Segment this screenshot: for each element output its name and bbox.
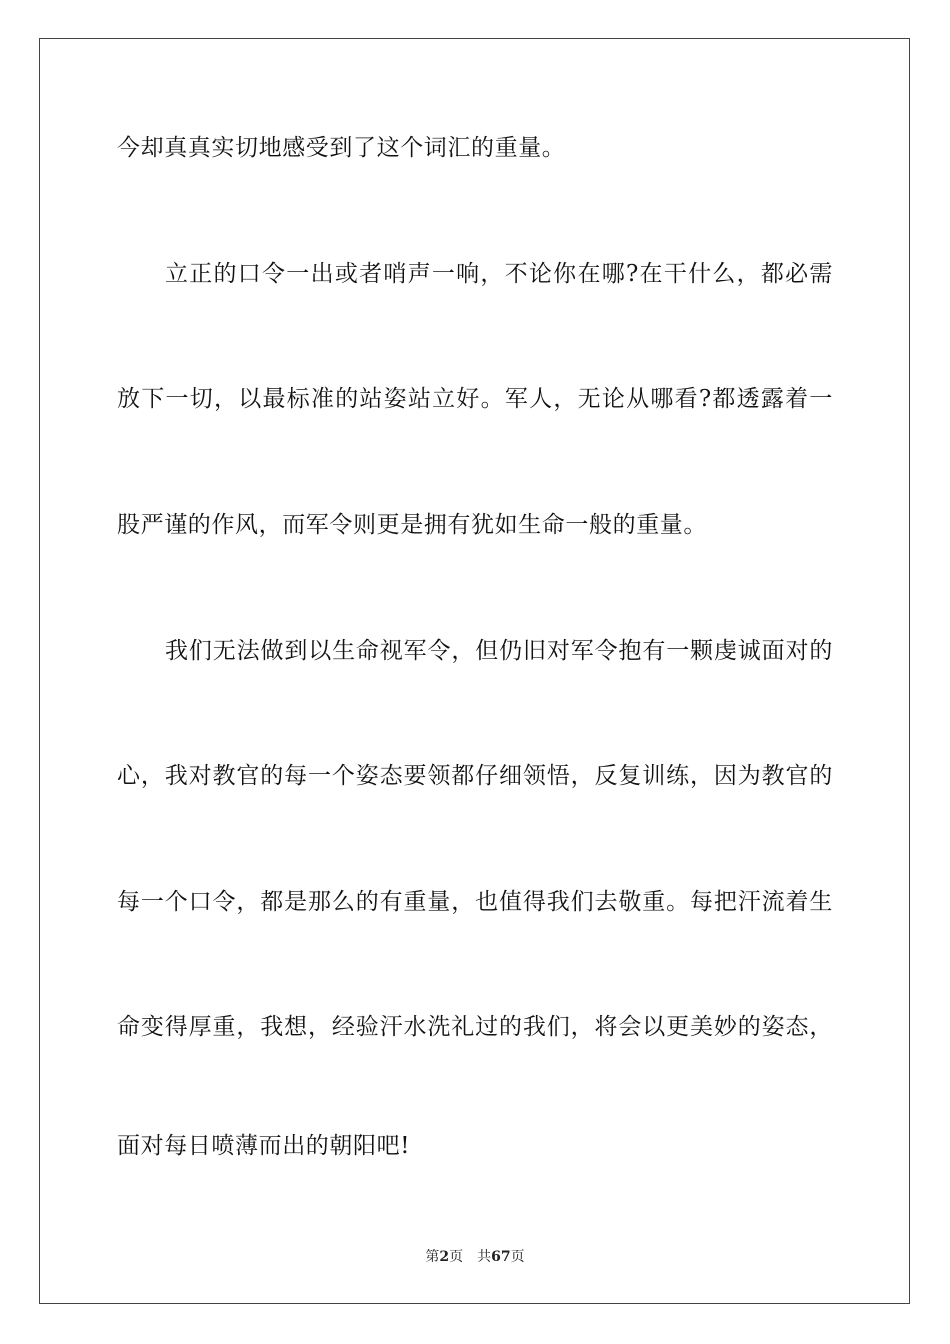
body-line-8: 命变得厚重，我想，经验汗水洗礼过的我们，将会以更美妙的姿态， — [117, 1014, 833, 1040]
body-line-7: 每一个口令，都是那么的有重量，也值得我们去敬重。每把汗流着生 — [117, 889, 833, 915]
footer-page-number: 2 — [439, 1249, 450, 1265]
footer-page-suffix: 页 — [449, 1249, 464, 1265]
body-line-5: 我们无法做到以生命视军令，但仍旧对军令抱有一颗虔诚面对的 — [165, 638, 833, 664]
page-border — [39, 38, 910, 1304]
body-line-2: 立正的口令一出或者哨声一响，不论你在哪?在干什么，都必需 — [165, 261, 833, 287]
body-line-1: 今却真真实切地感受到了这个词汇的重量。 — [117, 135, 566, 161]
footer-total-prefix: 共 — [477, 1249, 492, 1265]
body-line-6: 心，我对教官的每一个姿态要领都仔细领悟，反复训练，因为教官的 — [117, 763, 833, 789]
footer-page-prefix: 第 — [425, 1249, 440, 1265]
body-line-3: 放下一切，以最标准的站姿站立好。军人，无论从哪看?都透露着一 — [117, 386, 833, 412]
page-footer — [0, 1248, 950, 1266]
body-line-4: 股严谨的作风，而军令则更是拥有犹如生命一般的重量。 — [117, 512, 707, 538]
body-line-9: 面对每日喷薄而出的朝阳吧! — [117, 1133, 411, 1159]
footer-total-suffix: 页 — [510, 1249, 525, 1265]
footer-total-pages: 67 — [491, 1249, 511, 1265]
